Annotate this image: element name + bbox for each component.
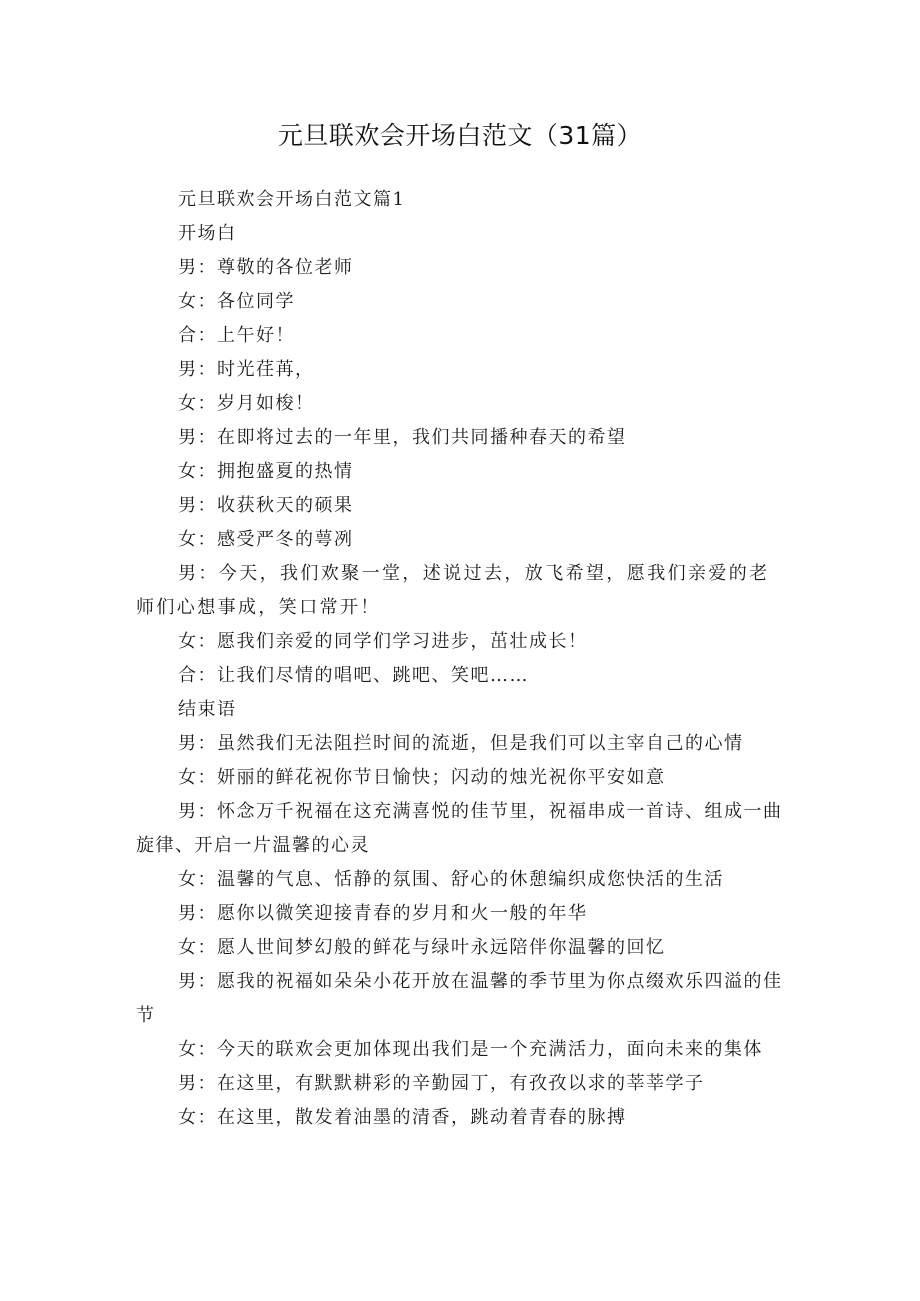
paragraph: 男：愿你以微笑迎接青春的岁月和火一般的年华 xyxy=(178,903,588,924)
section-heading: 元旦联欢会开场白范文篇1 xyxy=(178,189,406,210)
paragraph: 女：愿我们亲爱的同学们学习进步，茁壮成长！ xyxy=(178,631,588,652)
paragraph: 男：在这里，有默默耕彩的辛勤园丁，有孜孜以求的莘莘学子 xyxy=(178,1073,705,1094)
paragraph: 男：收获秋天的硕果 xyxy=(178,495,354,516)
paragraph: 女：感受严冬的萼冽 xyxy=(178,529,354,550)
paragraph: 合：上午好！ xyxy=(178,325,295,346)
paragraph: 女：愿人世间梦幻般的鲜花与绿叶永远陪伴你温馨的回忆 xyxy=(178,937,666,958)
paragraph: 女：岁月如梭！ xyxy=(178,393,315,414)
paragraph: 女：各位同学 xyxy=(178,291,295,312)
document-body xyxy=(136,183,784,1135)
paragraph: 女：今天的联欢会更加体现出我们是一个充满活力，面向未来的集体 xyxy=(178,1039,763,1060)
paragraph: 女：温馨的气息、恬静的氛围、舒心的休憩编织成您快活的生活 xyxy=(178,869,724,890)
paragraph: 男：在即将过去的一年里，我们共同播种春天的希望 xyxy=(178,427,627,448)
subheading-opening: 开场白 xyxy=(178,223,237,244)
subheading-closing: 结束语 xyxy=(178,699,237,720)
paragraph: 男：愿我的祝福如朵朵小花开放在温馨的季节里为你点缀欢乐四溢的佳节 xyxy=(136,971,783,1026)
paragraph: 男：虽然我们无法阻拦时间的流逝，但是我们可以主宰自己的心情 xyxy=(178,733,744,754)
paragraph: 女：妍丽的鲜花祝你节日愉快；闪动的烛光祝你平安如意 xyxy=(178,767,666,788)
paragraph: 男：怀念万千祝福在这充满喜悦的佳节里，祝福串成一首诗、组成一曲旋律、开启一片温馨的心灵 xyxy=(136,801,783,856)
paragraph: 男：今天，我们欢聚一堂，述说过去，放飞希望，愿我们亲爱的老师们心想事成，笑口常开！ xyxy=(136,563,770,618)
document-title: 元旦联欢会开场白范文（31篇） xyxy=(277,121,643,150)
paragraph: 女：拥抱盛夏的热情 xyxy=(178,461,354,482)
paragraph: 男：尊敬的各位老师 xyxy=(178,257,354,278)
paragraph: 女：在这里，散发着油墨的清香，跳动着青春的脉搏 xyxy=(178,1107,627,1128)
paragraph: 男：时光荏苒， xyxy=(178,359,315,380)
paragraph: 合：让我们尽情的唱吧、跳吧、笑吧…… xyxy=(178,665,529,686)
